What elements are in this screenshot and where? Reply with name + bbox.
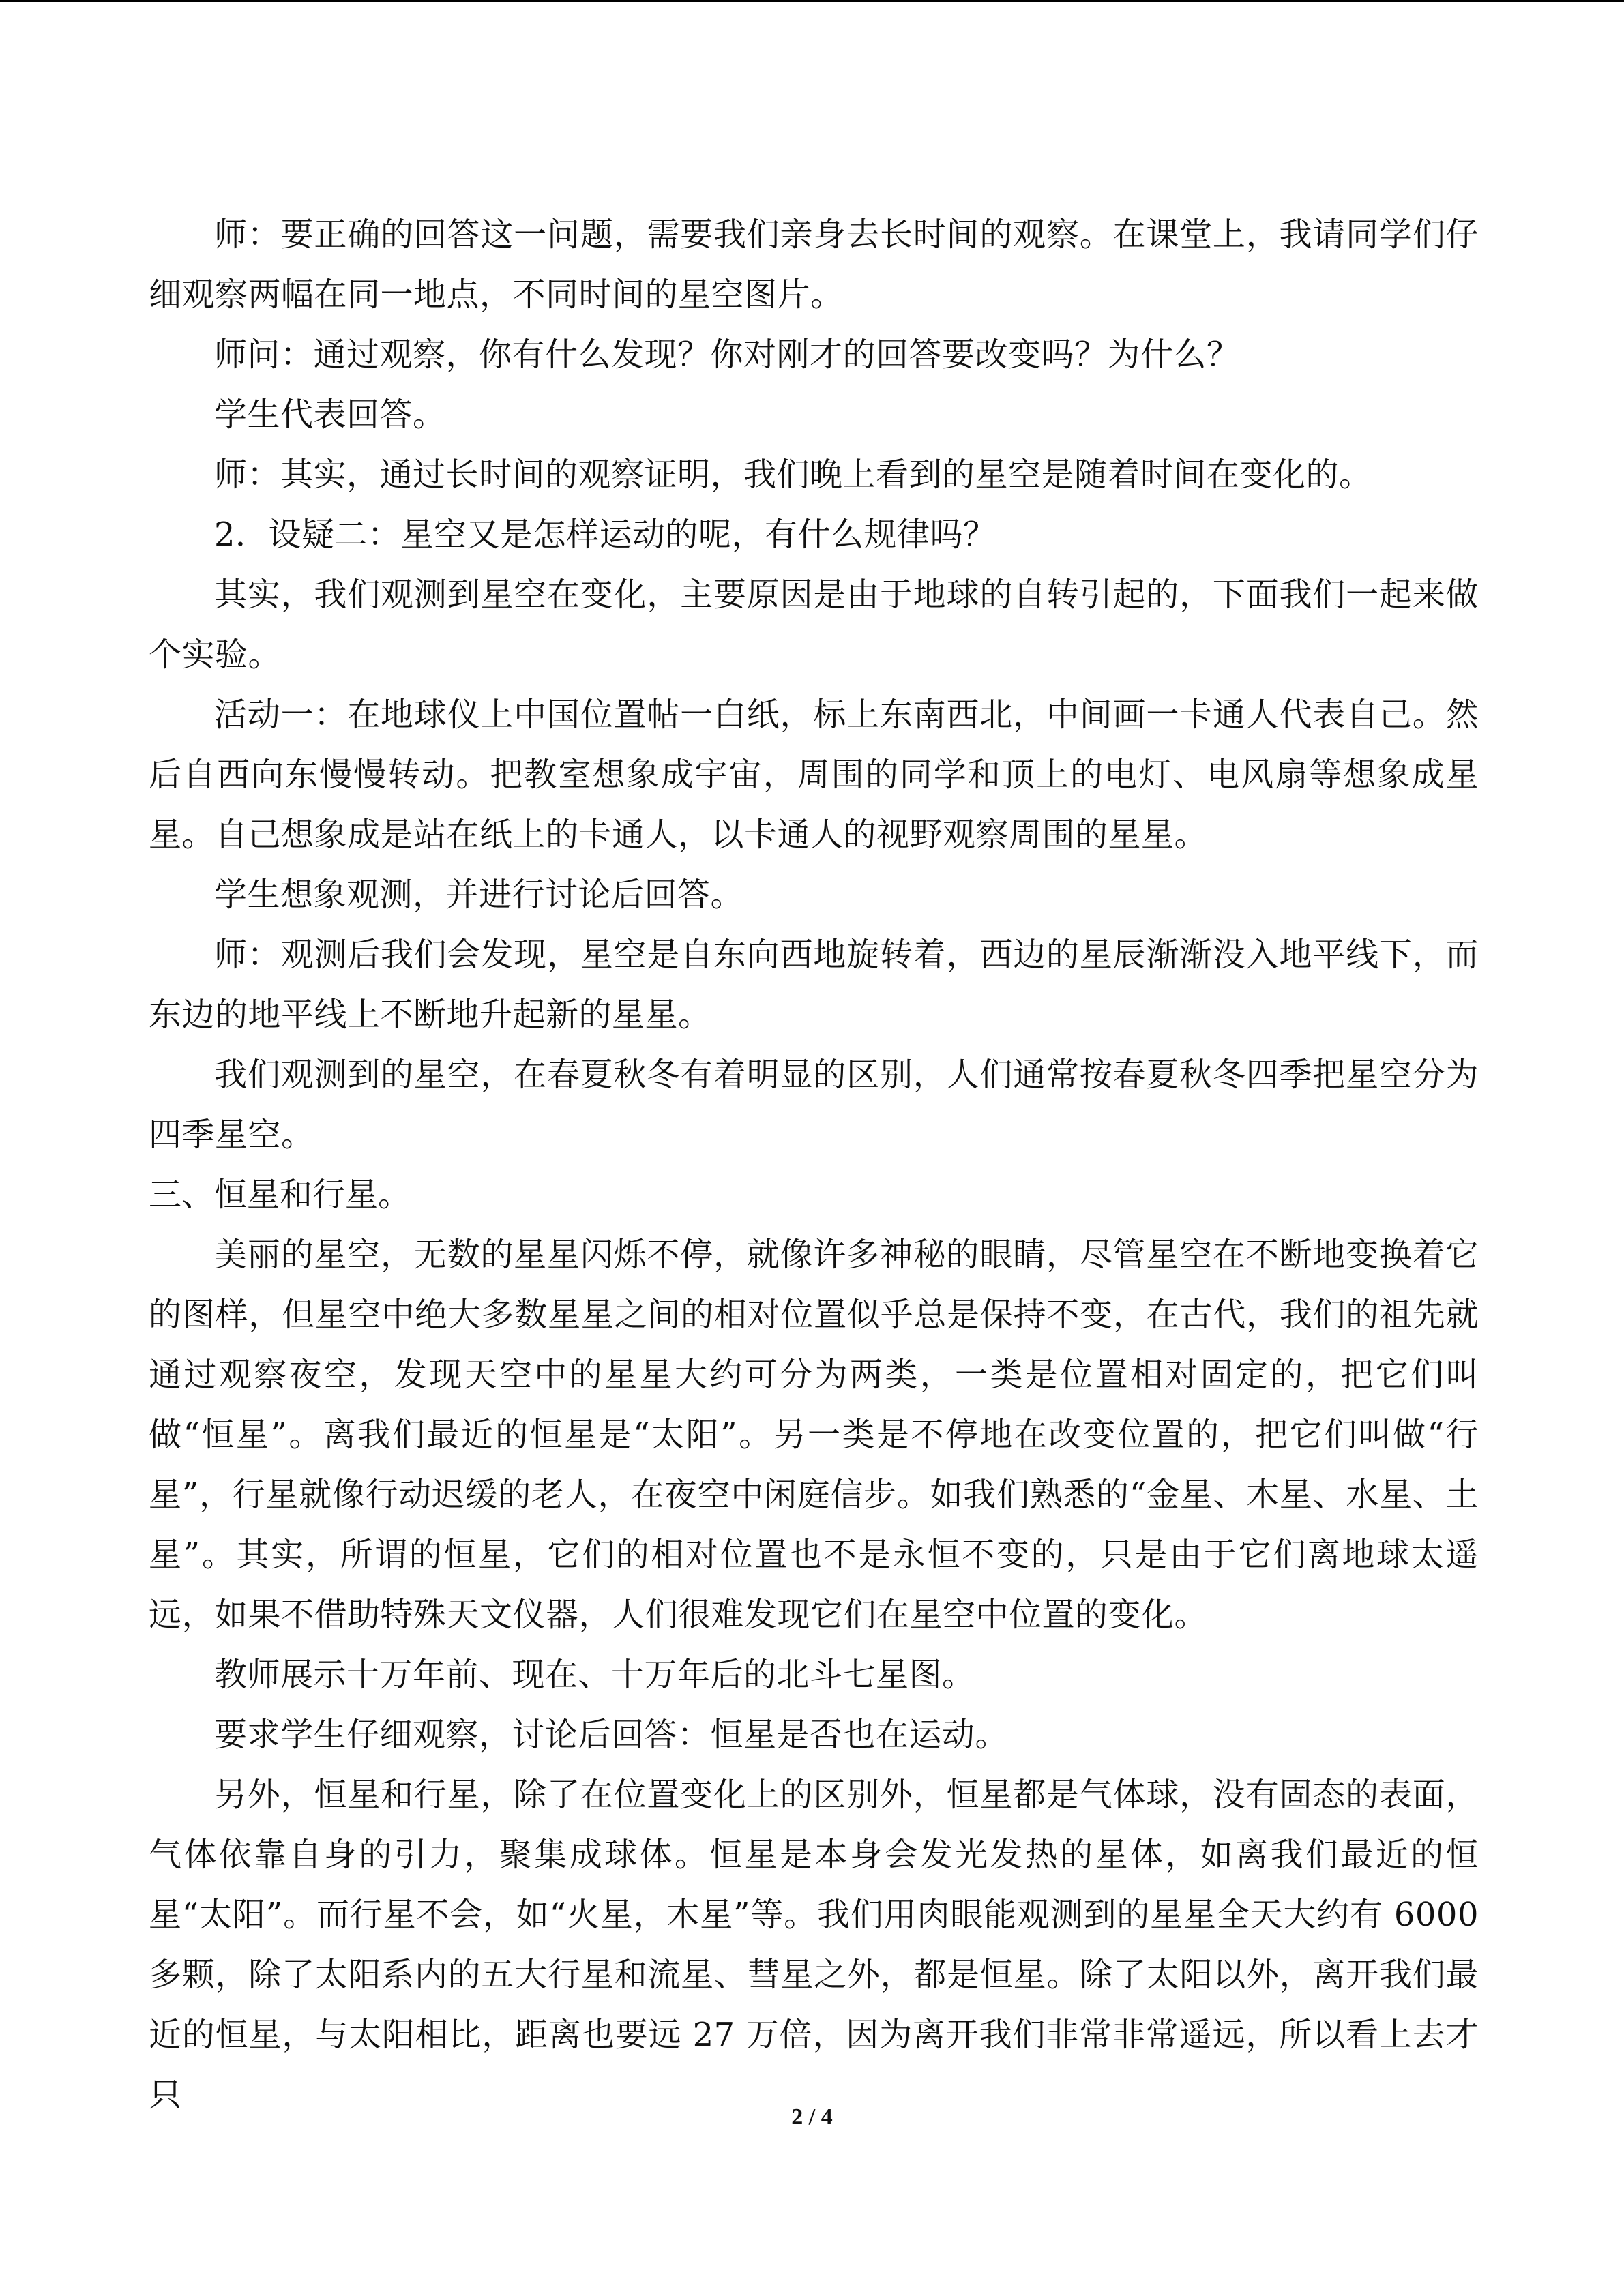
paragraph: 另外，恒星和行星，除了在位置变化上的区别外，恒星都是气体球，没有固态的表面，气体依靠自身的引力，聚集成球体。恒星是本身会发光发热的星体，如离我们最近的恒星“太阳”。而行星不会，如“火星，木星”等。我们用肉眼能观测到的星星全天大约有 6000 多颗，除了太阳系内的五大行星和流星、彗星之外，都是恒星。除了太阳以外，离开我们最近的恒星，与太阳相比，距离也要远 27 万倍，因为离开我们非常非常遥远，所以看上去才只: [149, 1776, 1479, 2114]
paragraph: 师：其实，通过长时间的观察证明，我们晚上看到的星空是随着时间在变化的。: [214, 456, 1372, 494]
paragraph: 2．设疑二：星空又是怎样运动的呢，有什么规律吗？: [214, 516, 996, 554]
paragraph: 师：观测后我们会发现，星空是自东向西地旋转着，西边的星辰渐渐没入地平线下，而东边的地平线上不断地升起新的星星。: [149, 936, 1479, 1034]
section-heading: 三、恒星和行星。: [149, 1176, 411, 1214]
paragraph: 其实，我们观测到星空在变化，主要原因是由于地球的自转引起的，下面我们一起来做个实验。: [149, 576, 1479, 674]
paragraph: 活动一：在地球仪上中国位置帖一白纸，标上东南西北，中间画一卡通人代表自己。然后自西向东慢慢转动。把教室想象成宇宙，周围的同学和顶上的电灯、电风扇等想象成星星。自己想象成是站在纸上的卡通人，以卡通人的视野观察周围的星星。: [149, 696, 1479, 854]
top-border-line: [0, 0, 1624, 2]
paragraph: 学生代表回答。: [214, 396, 446, 434]
paragraph: 要求学生仔细观察，讨论后回答：恒星是否也在运动。: [214, 1716, 1009, 1754]
paragraph: 美丽的星空，无数的星星闪烁不停，就像许多神秘的眼睛，尽管星空在不断地变换着它的图样，但星空中绝大多数星星之间的相对位置似乎总是保持不变，在古代，我们的祖先就通过观察夜空，发现天空中的星星大约可分为两类，一类是位置相对固定的，把它们叫做“恒星”。离我们最近的恒星是“太阳”。另一类是不停地在改变位置的，把它们叫做“行星”，行星就像行动迟缓的老人，在夜空中闲庭信步。如我们熟悉的“金星、木星、水星、土星”。其实，所谓的恒星，它们的相对位置也不是永恒不变的，只是由于它们离地球太遥远，如果不借助特殊天文仪器，人们很难发现它们在星空中位置的变化。: [149, 1236, 1479, 1634]
paragraph: 学生想象观测，并进行讨论后回答。: [214, 876, 744, 914]
paragraph: 我们观测到的星空，在春夏秋冬有着明显的区别，人们通常按春夏秋冬四季把星空分为四季星空。: [149, 1056, 1479, 1154]
paragraph: 教师展示十万年前、现在、十万年后的北斗七星图。: [214, 1656, 975, 1694]
paragraph: 师问：通过观察，你有什么发现？你对刚才的回答要改变吗？为什么？: [214, 336, 1240, 374]
page-number: 2 / 4: [791, 2104, 833, 2130]
document-body: [149, 205, 1479, 2125]
paragraph: 师：要正确的回答这一问题，需要我们亲身去长时间的观察。在课堂上，我请同学们仔细观察两幅在同一地点，不同时间的星空图片。: [149, 215, 1479, 314]
